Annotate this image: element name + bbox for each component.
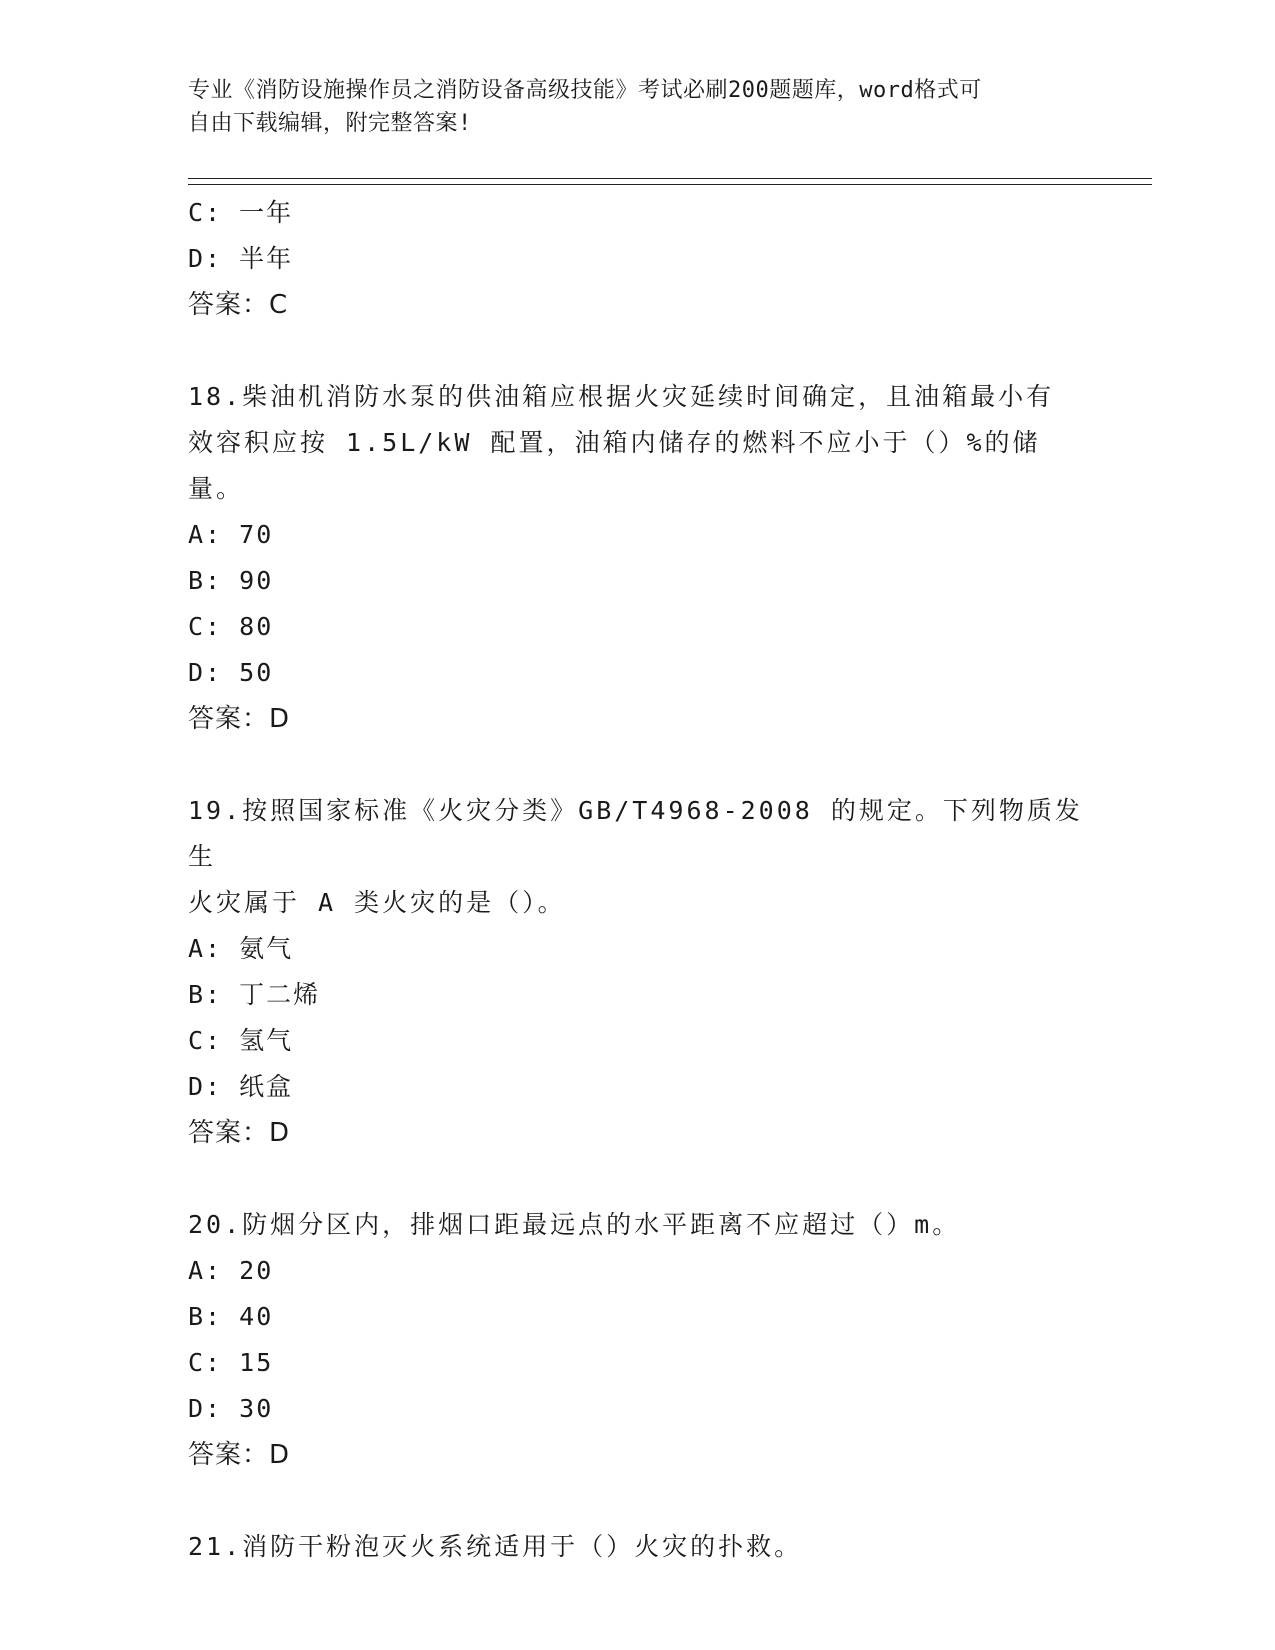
question-stem-line-1: 21.消防干粉泡灭火系统适用于（）火灾的扑救。 — [188, 1532, 803, 1561]
question-17 — [188, 190, 1088, 328]
question-list — [188, 190, 1088, 1570]
option-c: C: 15 — [188, 1348, 274, 1377]
question-stem-line-2: 火灾属于 A 类火灾的是（）。 — [188, 888, 566, 917]
option-b: B: 90 — [188, 566, 274, 595]
option-c: C: 80 — [188, 612, 274, 641]
option-b: B: 丁二烯 — [188, 980, 321, 1009]
question-stem-line-1: 18.柴油机消防水泵的供油箱应根据火灾延续时间确定，且油箱最小有 — [188, 382, 1055, 411]
question-18 — [188, 374, 1088, 742]
question-stem-line-2: 效容积应按 1.5L/kW 配置，油箱内储存的燃料不应小于（）%的储量。 — [188, 428, 1041, 503]
question-19 — [188, 788, 1088, 1156]
option-b: B: 40 — [188, 1302, 274, 1331]
option-a: A: 70 — [188, 520, 274, 549]
page-header — [188, 74, 1088, 140]
spacer — [188, 328, 1088, 374]
header-title-line-1: 专业《消防设施操作员之消防设备高级技能》考试必刷200题题库，word格式可 — [188, 78, 982, 103]
spacer — [188, 1156, 1088, 1202]
spacer — [188, 742, 1088, 788]
spacer — [188, 1478, 1088, 1524]
option-d: D: 半年 — [188, 244, 294, 273]
option-c: C: 一年 — [188, 198, 294, 227]
question-stem-line-1: 19.按照国家标准《火灾分类》GB/T4968-2008 的规定。下列物质发生 — [188, 796, 1083, 871]
answer: 答案：C — [188, 290, 289, 320]
question-20 — [188, 1202, 1088, 1478]
answer: 答案：D — [188, 1440, 291, 1470]
option-d: D: 30 — [188, 1394, 274, 1423]
question-stem-line-1: 20.防烟分区内，排烟口距最远点的水平距离不应超过（）m。 — [188, 1210, 961, 1239]
option-d: D: 50 — [188, 658, 274, 687]
header-title-line-2: 自由下载编辑，附完整答案! — [188, 111, 472, 136]
option-a: A: 20 — [188, 1256, 274, 1285]
option-c: C: 氢气 — [188, 1026, 294, 1055]
question-21 — [188, 1524, 1088, 1570]
answer: 答案：D — [188, 704, 291, 734]
answer: 答案：D — [188, 1118, 291, 1148]
header-divider — [188, 178, 1152, 185]
option-a: A: 氨气 — [188, 934, 294, 963]
option-d: D: 纸盒 — [188, 1072, 294, 1101]
